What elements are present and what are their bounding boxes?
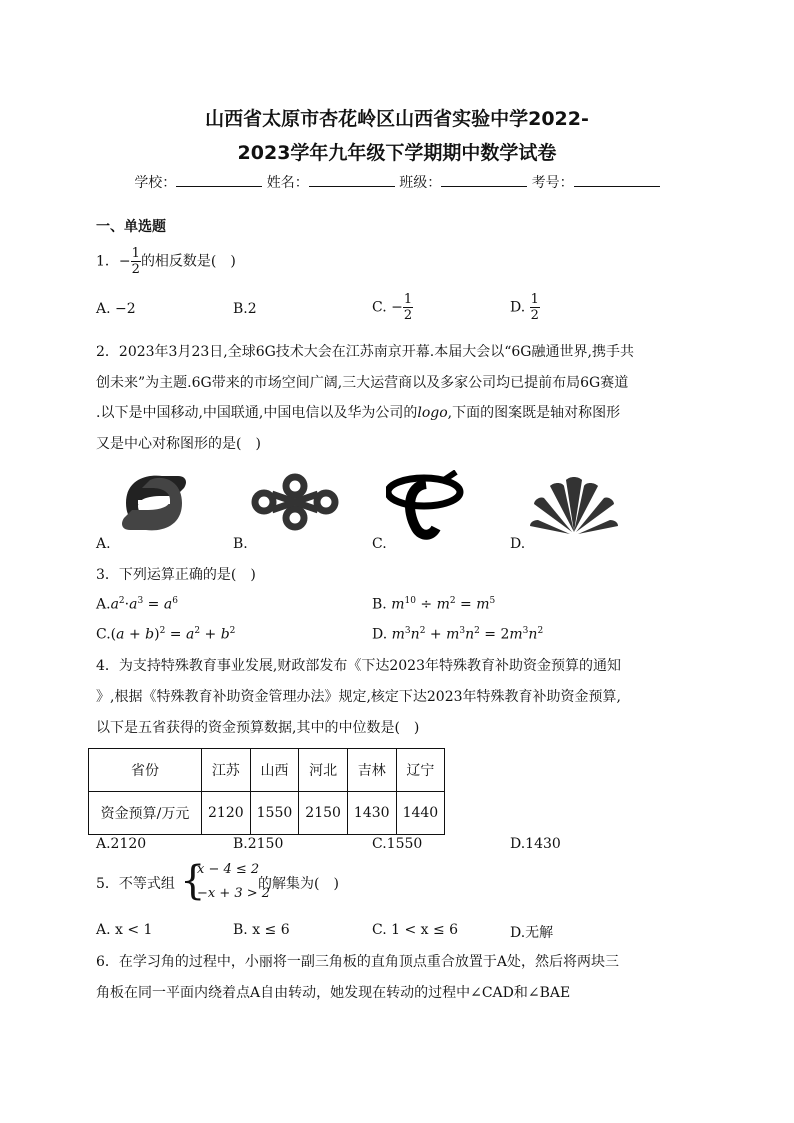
name-blank[interactable] [309,174,395,187]
q3-option-d[interactable]: D. $m^3n^2 + m^3n^2 = 2m^3n^2$ [372,626,544,643]
q2-option-c[interactable]: C. [372,536,387,552]
question-1-stem [96,246,236,277]
question-2-line-2: 创未来”为主题.6G带来的市场空间广阔,三大运营商以及多家公司均已提前布局6G赛道 [96,375,629,391]
class-blank[interactable] [441,174,527,187]
question-2-line-4: 又是中心对称图形的是( ) [96,436,261,452]
q5-option-d[interactable]: D.无解 [510,925,554,941]
china-telecom-logo [386,470,468,540]
q3-option-a[interactable]: $A.a^2\cdot a^3 = a^6$ [96,596,178,613]
q2-option-d[interactable]: D. [510,536,526,552]
china-unicom-logo [250,472,340,532]
table-row [89,792,445,835]
q4-option-c[interactable]: C.1550 [372,836,423,852]
inequality-1: x − 4 ≤ 2 [197,862,260,877]
question-2-line-1: 2．2023年3月23日,全球6G技术大会在江苏南京开幕.本届大会以“6G融通世界,携手共 [96,344,634,360]
fraction-one-half: $\frac{1}{2}$ [403,292,413,323]
question-3-stem: 3．下列运算正确的是( ) [96,567,256,583]
name-label: 姓名： [266,175,309,191]
question-4-line-2: 》,根据《特殊教育补助资金管理办法》规定,核定下达2023年特殊教育补助资金预算, [96,689,621,705]
table-header-cell: 江苏 [202,749,251,792]
budget-table [88,748,445,835]
table-header-cell: 吉林 [347,749,396,792]
table-header-cell: 河北 [299,749,348,792]
q1-option-a[interactable]: A. −2 [96,301,136,317]
q5-option-c[interactable]: C. 1 < x ≤ 6 [372,922,459,938]
q1-option-c[interactable]: C. − $\frac{1}{2}$ [372,292,413,323]
table-cell: 2150 [299,792,348,835]
q1-option-d[interactable]: D. $\frac{1}{2}$ [510,292,539,323]
question-5-prefix: 5．不等式组 [96,876,175,892]
section-heading-single-choice: 一、单选题 [96,219,166,235]
school-label: 学校： [134,175,177,191]
table-cell: 1440 [396,792,445,835]
system-brace: { [180,858,206,904]
fraction-one-half: $\frac{1}{2}$ [530,292,539,323]
fraction-one-half: $\frac{1}{2}$ [131,246,140,277]
q4-option-a[interactable]: A.2120 [96,836,147,852]
table-cell: 2120 [202,792,251,835]
question-2-line-3: .以下是中国移动,中国联通,中国电信以及华为公司的logo,下面的图案既是轴对称图形 [96,405,621,421]
school-blank[interactable] [176,174,262,187]
table-header-cell: 山西 [250,749,299,792]
q1-option-b[interactable]: B.2 [233,301,257,317]
question-4-line-1: 4．为支持特殊教育事业发展,财政部发布《下达2023年特殊教育补助资金预算的通知 [96,658,621,674]
q4-option-b[interactable]: B.2150 [233,836,284,852]
table-cell: 1550 [250,792,299,835]
minus-sign: − [118,253,131,270]
student-info-line [0,172,794,192]
exam-title-line-1: 山西省太原市杏花岭区山西省实验中学2022- [205,108,589,130]
question-6-line-1: 6．在学习角的过程中，小丽将一副三角板的直角顶点重合放置于A处，然后将两块三 [96,954,620,970]
q4-option-d[interactable]: D.1430 [510,836,561,852]
q2-option-a[interactable]: A. [96,536,111,552]
q2-option-b[interactable]: B. [233,536,248,552]
q5-option-a[interactable]: A. x < 1 [96,922,153,938]
exam-title-line-2: 2023学年九年级下学期期中数学试卷 [237,142,557,164]
exam-number-blank[interactable] [574,174,660,187]
table-cell: 资金预算/万元 [89,792,202,835]
question-5-suffix: 的解集为( ) [258,876,339,892]
huawei-logo [528,474,620,536]
q3-option-b[interactable]: B. $m^{10} \div m^2 = m^5$ [372,596,496,613]
class-label: 班级： [399,175,442,191]
q3-option-c[interactable]: $C.(a + b)^2 = a^2 + b^2$ [96,626,236,643]
inequality-2: −x + 3 > 2 [197,886,271,901]
table-header-cell: 辽宁 [396,749,445,792]
table-cell: 1430 [347,792,396,835]
exam-number-label: 考号： [531,175,574,191]
table-header-row [89,749,445,792]
question-4-line-3: 以下是五省获得的资金预算数据,其中的中位数是( ) [96,720,420,736]
question-text: 的相反数是( ) [140,253,236,270]
table-header-cell: 省份 [89,749,202,792]
q5-option-b[interactable]: B. x ≤ 6 [233,922,290,938]
china-mobile-logo [116,470,192,536]
question-6-line-2: 角板在同一平面内绕着点A自由转动，她发现在转动的过程中∠CAD和∠BAE [96,985,571,1001]
question-number: 1． [96,253,119,270]
